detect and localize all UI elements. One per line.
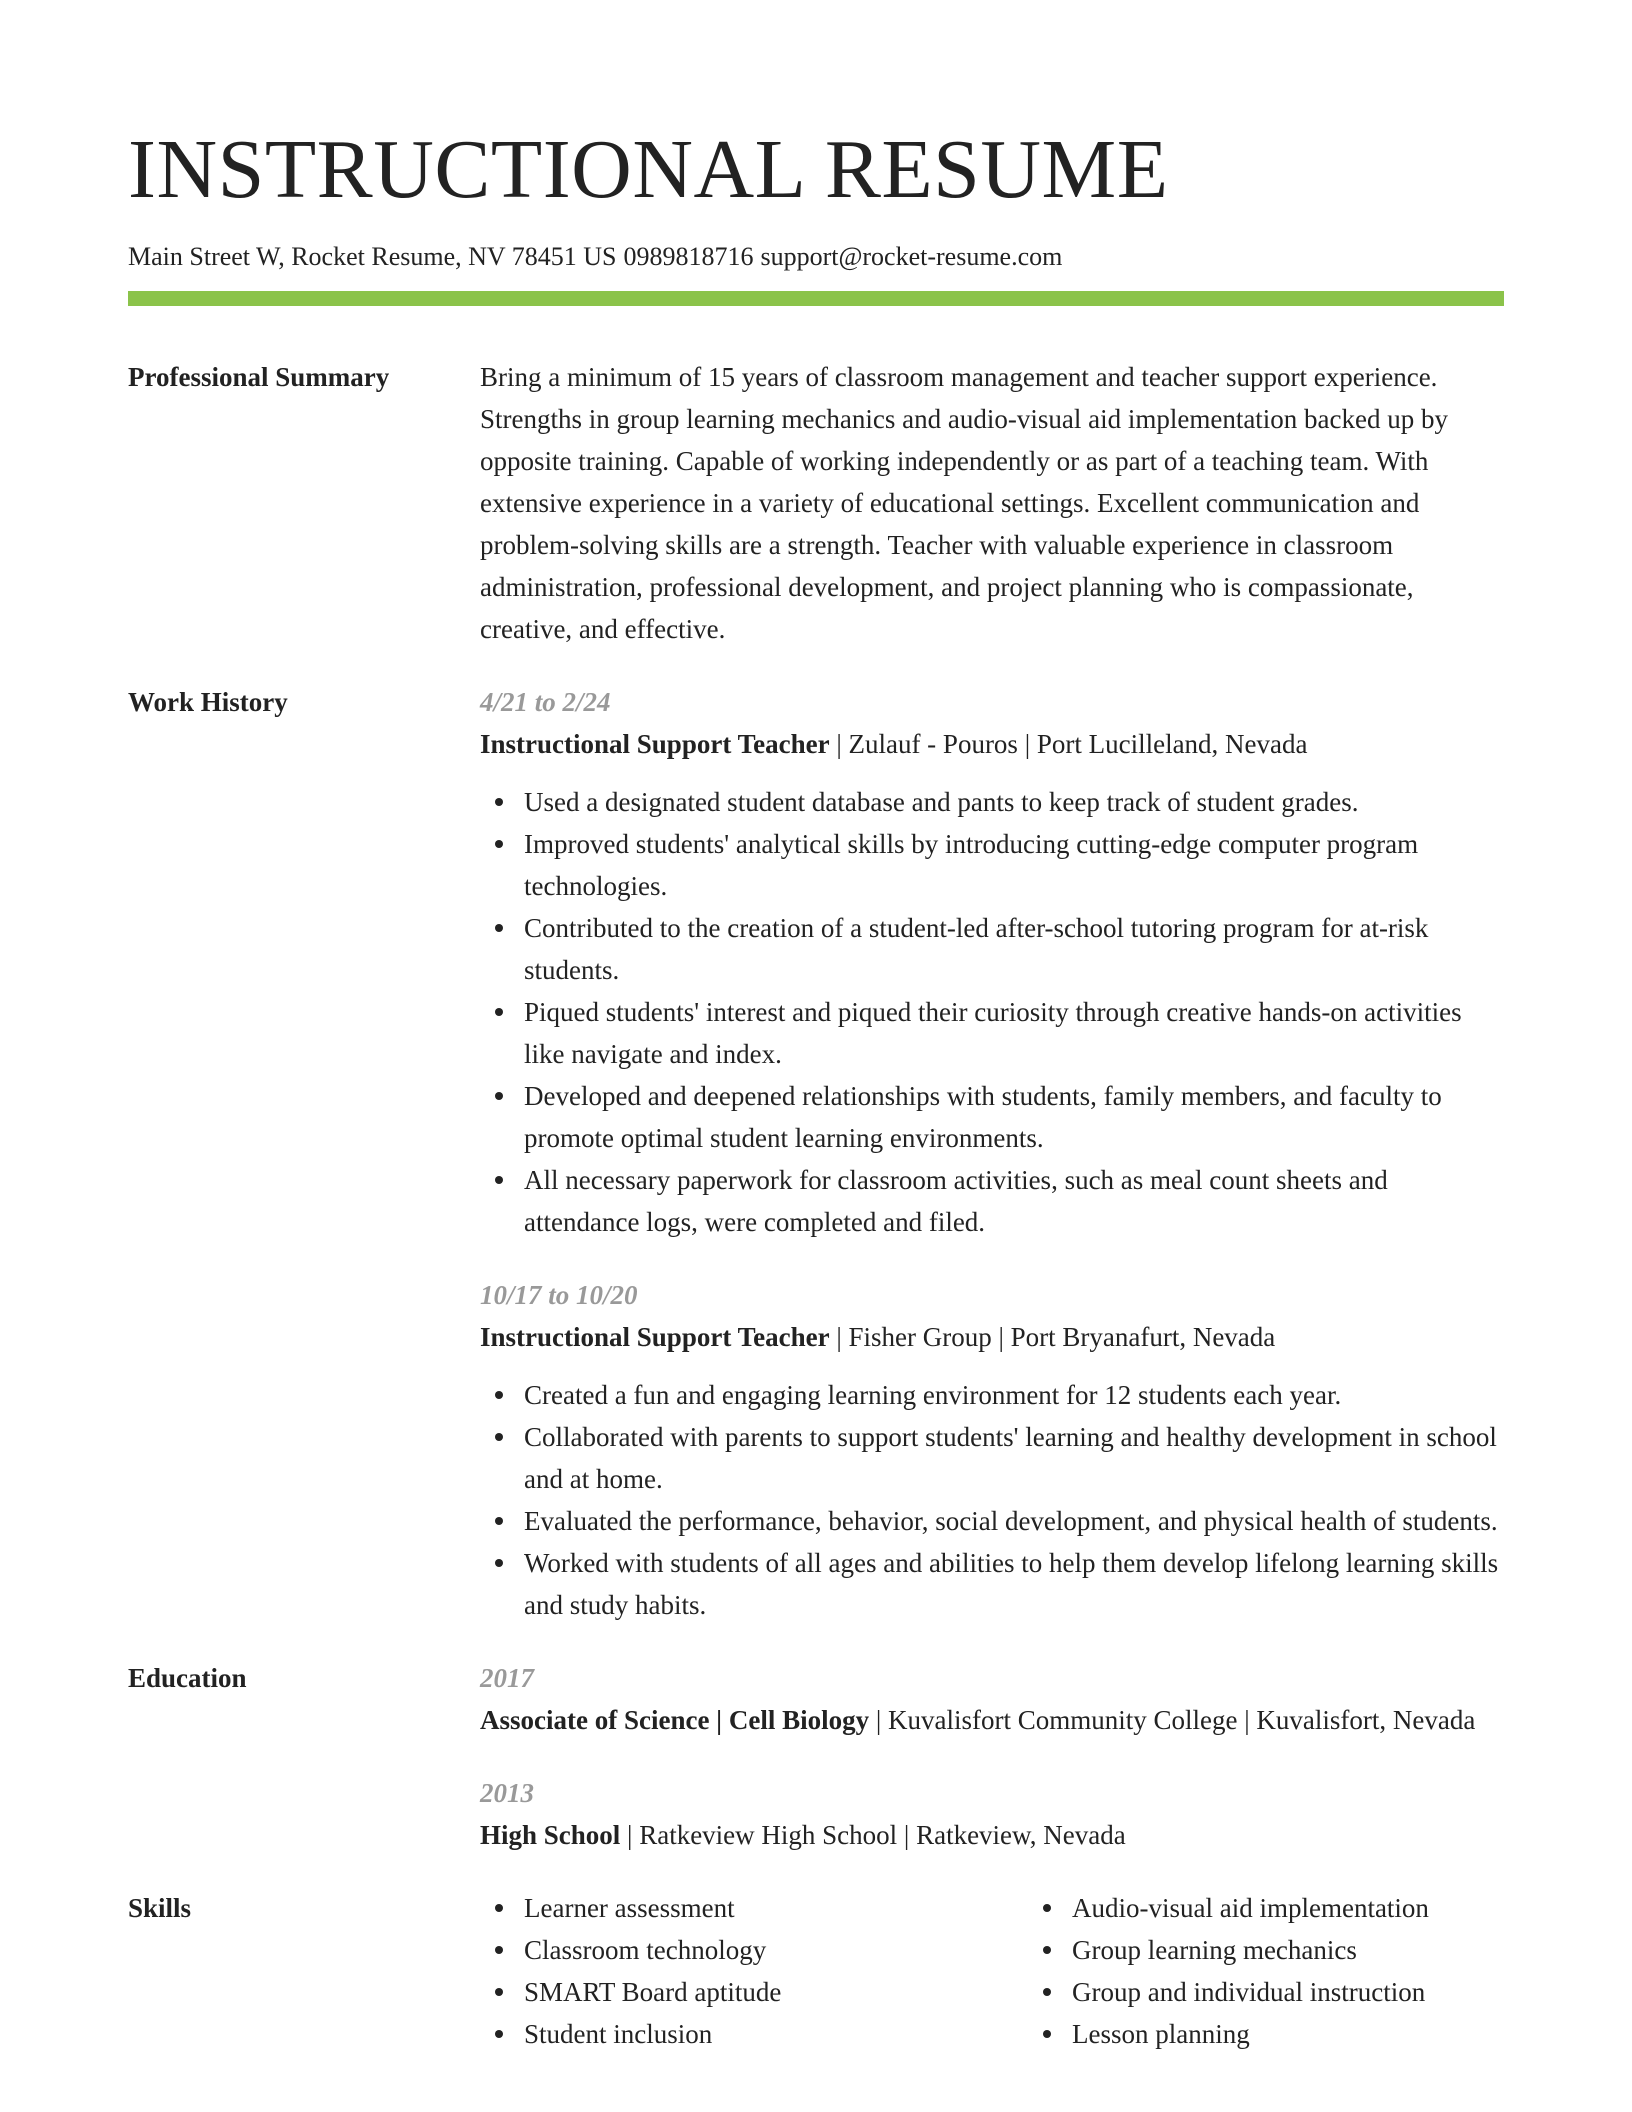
- skills-section: [128, 1887, 1504, 2055]
- education-school-location: | Ratkeview High School | Ratkeview, Nevada: [620, 1820, 1126, 1850]
- header-divider-bar: [128, 291, 1504, 306]
- education-degree-line: [480, 1814, 1504, 1856]
- job-bullet: Worked with students of all ages and abilities to help them develop lifelong learning skills and study habits.: [524, 1542, 1504, 1626]
- skills-list-right: [1028, 1887, 1592, 2055]
- contact-phone: 0989818716: [623, 242, 754, 271]
- education-year: 2013: [480, 1778, 534, 1808]
- skills-columns: [480, 1887, 1504, 2055]
- skill-item: Learner assessment: [524, 1887, 984, 1929]
- skills-body: [480, 1887, 1504, 2055]
- job-bullet: Used a designated student database and pants to keep track of student grades.: [524, 781, 1504, 823]
- section-heading-education: Education: [128, 1663, 247, 1693]
- contact-line: [128, 240, 1504, 274]
- education-school-location: | Kuvalisfort Community College | Kuvalisfort, Nevada: [869, 1705, 1476, 1735]
- education-degree-line: [480, 1699, 1504, 1741]
- job-title: Instructional Support Teacher: [480, 1322, 830, 1352]
- resume-page: [128, 0, 1504, 2055]
- work-history-list: [480, 681, 1504, 1626]
- job-dates: 4/21 to 2/24: [480, 687, 611, 717]
- work-history-section: [128, 681, 1504, 1626]
- education-degree: Associate of Science | Cell Biology: [480, 1705, 870, 1735]
- job-bullet: Collaborated with parents to support students' learning and healthy development in school and at home.: [524, 1416, 1504, 1500]
- job-employer-location: | Zulauf - Pouros | Port Lucilleland, Nevada: [829, 729, 1308, 759]
- job-title-line: [480, 1316, 1504, 1358]
- job-bullet: Improved students' analytical skills by introducing cutting-edge computer program technologies.: [524, 823, 1504, 907]
- job-employer-location: | Fisher Group | Port Bryanafurt, Nevada: [829, 1322, 1276, 1352]
- contact-address: Main Street W, Rocket Resume, NV 78451 US: [128, 242, 617, 271]
- job-bullet: Developed and deepened relationships with students, family members, and faculty to promote optimal student learning environments.: [524, 1075, 1504, 1159]
- skill-item: Audio-visual aid implementation: [1072, 1887, 1592, 1929]
- job-entry: [480, 681, 1504, 1243]
- skill-item: SMART Board aptitude: [524, 1971, 984, 2013]
- education-list: [480, 1657, 1504, 1856]
- section-heading-summary: Professional Summary: [128, 362, 390, 392]
- job-title: Instructional Support Teacher: [480, 729, 830, 759]
- job-title-line: [480, 723, 1504, 765]
- professional-summary-section: [128, 356, 1504, 650]
- job-bullet: Contributed to the creation of a student-led after-school tutoring program for at-risk students.: [524, 907, 1504, 991]
- education-section: [128, 1657, 1504, 1856]
- education-year: 2017: [480, 1663, 534, 1693]
- job-dates: 10/17 to 10/20: [480, 1280, 638, 1310]
- education-entry: [480, 1772, 1504, 1856]
- skill-item: Group learning mechanics: [1072, 1929, 1592, 1971]
- skill-item: Student inclusion: [524, 2013, 984, 2055]
- job-entry: [480, 1274, 1504, 1626]
- education-degree: High School: [480, 1820, 621, 1850]
- skill-item: Lesson planning: [1072, 2013, 1592, 2055]
- contact-email: support@rocket-resume.com: [760, 242, 1063, 271]
- section-heading-skills: Skills: [128, 1893, 192, 1923]
- summary-text: Bring a minimum of 15 years of classroom management and teacher support experience. Strengths in group learning mechanics and audio-visual aid implementation backed up by opposite training. Capable of working independently or as part of a teaching team. With extensive experience in a variety of educational settings. Excellent communication and problem-solving skills are a strength. Teacher with valuable experience in classroom administration, professional development, and project planning who is compassionate, creative, and effective.: [480, 362, 1449, 644]
- job-bullet: Piqued students' interest and piqued their curiosity through creative hands-on activities like navigate and index.: [524, 991, 1504, 1075]
- skills-list-left: [480, 1887, 984, 2055]
- education-entry: [480, 1657, 1504, 1741]
- job-bullet: Created a fun and engaging learning environment for 12 students each year.: [524, 1374, 1504, 1416]
- job-bullets: [480, 1374, 1504, 1626]
- skill-item: Classroom technology: [524, 1929, 984, 1971]
- job-bullet: All necessary paperwork for classroom activities, such as meal count sheets and attendance logs, were completed and filed.: [524, 1159, 1504, 1243]
- resume-title: INSTRUCTIONAL RESUME: [128, 123, 1169, 216]
- section-heading-work: Work History: [128, 687, 288, 717]
- job-bullets: [480, 781, 1504, 1243]
- job-bullet: Evaluated the performance, behavior, social development, and physical health of students.: [524, 1500, 1504, 1542]
- skill-item: Group and individual instruction: [1072, 1971, 1592, 2013]
